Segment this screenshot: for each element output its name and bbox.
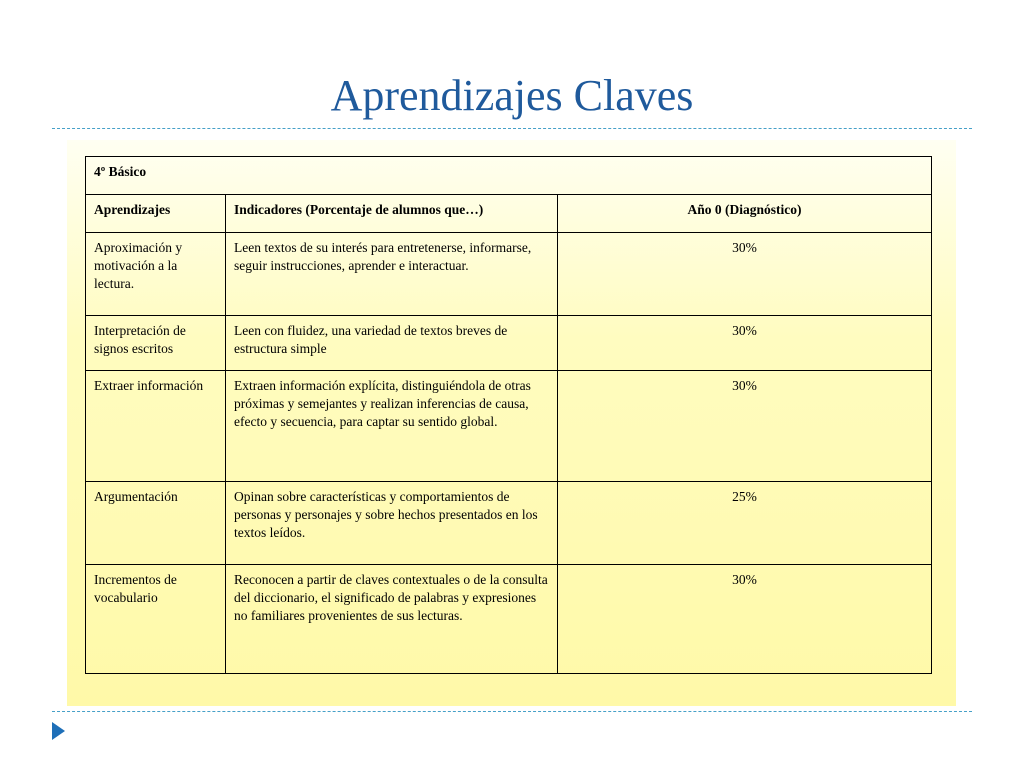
indicator-cell: Leen con fluidez, una variedad de textos breves de estructura simple bbox=[226, 316, 558, 371]
learning-cell: Extraer información bbox=[86, 371, 226, 482]
value-cell: 30% bbox=[558, 371, 932, 482]
learning-table bbox=[85, 156, 932, 674]
slide-title: Aprendizajes Claves bbox=[330, 71, 694, 120]
header-year: Año 0 (Diagnóstico) bbox=[558, 195, 932, 233]
learning-cell: Interpretación de signos escritos bbox=[86, 316, 226, 371]
indicator-cell: Extraen información explícita, distinguiéndola de otras próximas y semejantes y realizan inferencias de causa, efecto y secuencia, para captar su sentido global. bbox=[226, 371, 558, 482]
value-cell: 30% bbox=[558, 233, 932, 316]
indicator-cell: Leen textos de su interés para entretenerse, informarse, seguir instrucciones, aprender e interactuar. bbox=[226, 233, 558, 316]
table-level-row bbox=[86, 157, 932, 195]
indicator-cell: Reconocen a partir de claves contextuales o de la consulta del diccionario, el significado de palabras y expresiones no familiares provenientes de sus lecturas. bbox=[226, 565, 558, 674]
table-row bbox=[86, 482, 932, 565]
table-row bbox=[86, 316, 932, 371]
learning-cell: Incrementos de vocabulario bbox=[86, 565, 226, 674]
header-indicators: Indicadores (Porcentaje de alumnos que…) bbox=[226, 195, 558, 233]
table-row bbox=[86, 565, 932, 674]
table-header-row bbox=[86, 195, 932, 233]
table-row bbox=[86, 233, 932, 316]
value-cell: 25% bbox=[558, 482, 932, 565]
value-cell: 30% bbox=[558, 316, 932, 371]
play-arrow-icon[interactable] bbox=[52, 722, 65, 740]
indicator-cell: Opinan sobre características y comportamientos de personas y personajes y sobre hechos presentados en los textos leídos. bbox=[226, 482, 558, 565]
learning-cell: Argumentación bbox=[86, 482, 226, 565]
top-divider bbox=[52, 128, 972, 129]
bottom-divider bbox=[52, 711, 972, 712]
table-row bbox=[86, 371, 932, 482]
header-learning: Aprendizajes bbox=[86, 195, 226, 233]
value-cell: 30% bbox=[558, 565, 932, 674]
grade-level-cell: 4º Básico bbox=[86, 157, 932, 195]
learning-cell: Aproximación y motivación a la lectura. bbox=[86, 233, 226, 316]
